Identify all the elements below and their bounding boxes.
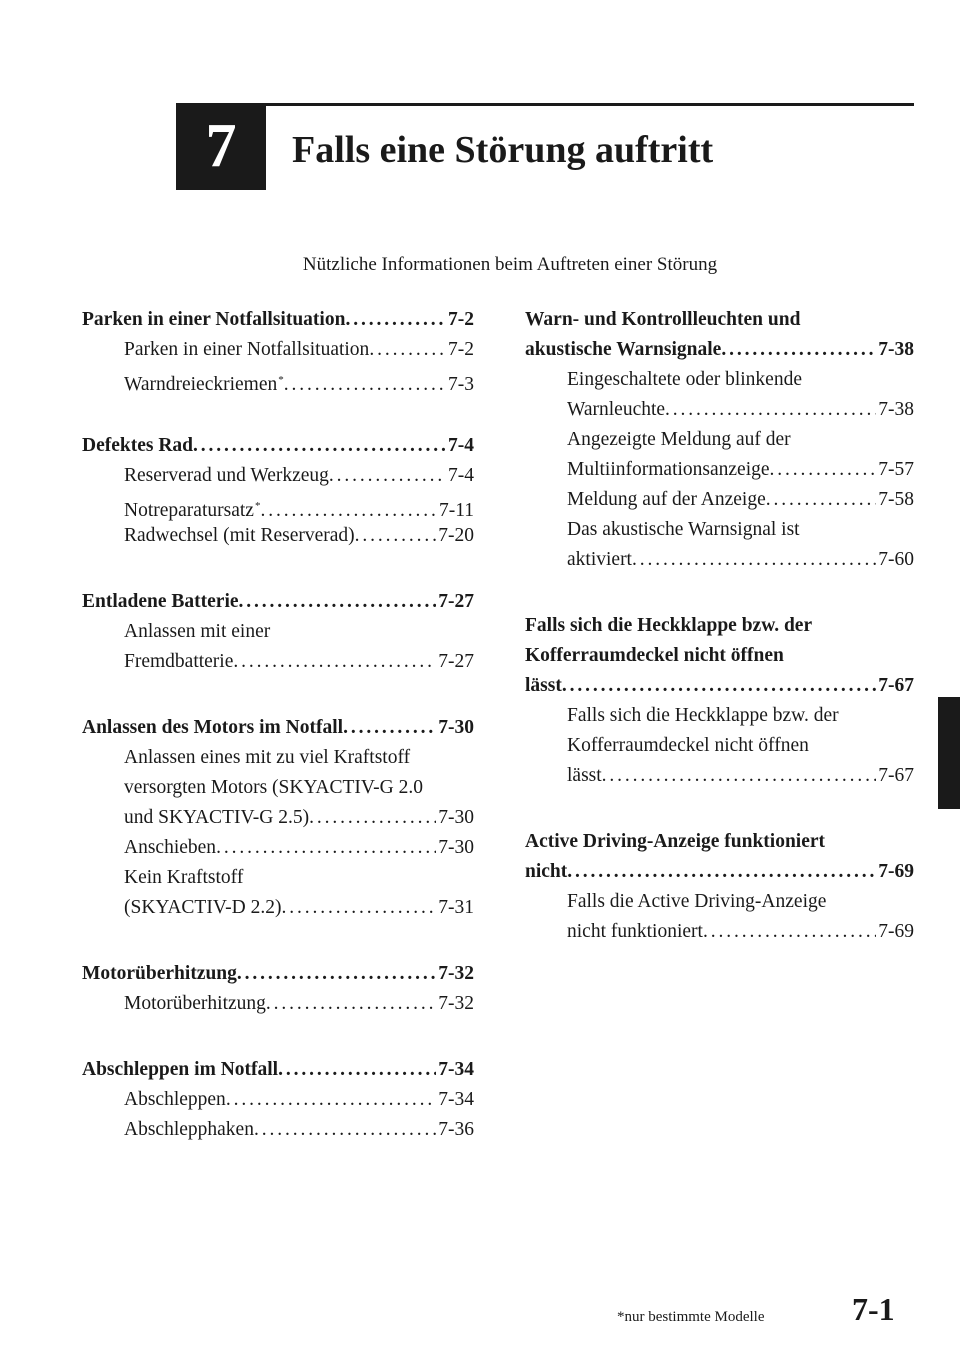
- toc-section-heading[interactable]: Motorüberhitzung . . . 7-32: [82, 959, 474, 989]
- page-ref: 7-67: [878, 765, 914, 786]
- page-ref: 7-58: [878, 489, 914, 510]
- page-ref: 7-32: [438, 993, 474, 1014]
- page-ref: 7-32: [438, 963, 474, 984]
- toc-section-heading[interactable]: Parken in einer Notfallsituation . . . 7-2: [82, 305, 474, 335]
- toc-entry[interactable]: Parken in einer Notfallsituation . . . 7-2: [82, 335, 474, 365]
- toc-section-heading[interactable]: Active Driving-Anzeige funktioniert nicht . . . 7-69: [525, 827, 914, 887]
- page-ref: 7-4: [448, 435, 474, 456]
- toc-entry[interactable]: Kein Kraftstoff (SKYACTIV-D 2.2) . . . 7-31: [82, 863, 474, 923]
- toc-entry[interactable]: Angezeigte Meldung auf der Multiinformationsanzeige . . . 7-57: [525, 425, 914, 485]
- page-ref: 7-27: [438, 591, 474, 612]
- page-ref: 7-34: [438, 1089, 474, 1110]
- toc-section: [82, 1055, 474, 1145]
- toc-section: [525, 611, 914, 791]
- toc-right-column: [525, 305, 914, 983]
- chapter-tab-marker: [938, 697, 960, 809]
- toc-section: [525, 827, 914, 947]
- page-ref: 7-30: [438, 717, 474, 738]
- page-ref: 7-69: [878, 921, 914, 942]
- chapter-title: Falls eine Störung auftritt: [292, 129, 714, 171]
- toc-entry[interactable]: Radwechsel (mit Reserverad) . . . 7-20: [82, 521, 474, 551]
- header-rule: [176, 103, 914, 106]
- toc-section: [82, 713, 474, 923]
- toc-entry[interactable]: Falls die Active Driving-Anzeige nicht funktioniert . . . 7-69: [525, 887, 914, 947]
- toc-entry[interactable]: Notreparatursatz* . . . 7-11: [82, 491, 474, 521]
- toc-entry[interactable]: Motorüberhitzung . . . 7-32: [82, 989, 474, 1019]
- footnote-marker: *: [254, 500, 261, 512]
- toc-section: [82, 431, 474, 551]
- chapter-subtitle: Nützliche Informationen beim Auftreten einer Störung: [302, 254, 718, 275]
- toc-entry[interactable]: Reserverad und Werkzeug . . . 7-4: [82, 461, 474, 491]
- page-ref: 7-2: [448, 339, 474, 360]
- page-ref: 7-31: [438, 897, 474, 918]
- toc-left-column: [82, 305, 474, 1181]
- page-ref: 7-34: [438, 1059, 474, 1080]
- page-number: 7-1: [852, 1291, 895, 1327]
- page-ref: 7-30: [438, 837, 474, 858]
- toc-entry[interactable]: Meldung auf der Anzeige . . . 7-58: [525, 485, 914, 515]
- page-ref: 7-60: [878, 549, 914, 570]
- toc-section-heading[interactable]: Abschleppen im Notfall . . . 7-34: [82, 1055, 474, 1085]
- page-ref: 7-20: [438, 525, 474, 546]
- toc-section-heading[interactable]: Defektes Rad . . . 7-4: [82, 431, 474, 461]
- toc-section: [525, 305, 914, 575]
- toc-section-heading[interactable]: Anlassen des Motors im Notfall . . . 7-30: [82, 713, 474, 743]
- page-ref: 7-4: [448, 465, 474, 486]
- toc-section-heading[interactable]: Warn- und Kontrollleuchten und akustische Warnsignale . . . 7-38: [525, 305, 914, 365]
- page-ref: 7-36: [438, 1119, 474, 1140]
- page-ref: 7-11: [438, 500, 474, 521]
- page-ref: 7-2: [448, 309, 474, 330]
- toc-entry[interactable]: Anlassen eines mit zu viel Kraftstoff versorgten Motors (SKYACTIV-G 2.0 und SKYACTIV-G 2.5) . . . 7-30: [82, 743, 474, 833]
- chapter-number-box: [176, 103, 266, 190]
- toc-entry[interactable]: Abschlepphaken . . . 7-36: [82, 1115, 474, 1145]
- toc-entry[interactable]: Eingeschaltete oder blinkende Warnleuchte . . . 7-38: [525, 365, 914, 425]
- footnote: *nur bestimmte Modelle: [617, 1309, 765, 1325]
- toc-entry[interactable]: Anschieben . . . 7-30: [82, 833, 474, 863]
- page-ref: 7-30: [438, 807, 474, 828]
- toc-section: [82, 305, 474, 395]
- page-ref: 7-57: [878, 459, 914, 480]
- toc-section: [82, 587, 474, 677]
- toc-section-heading[interactable]: Entladene Batterie . . . 7-27: [82, 587, 474, 617]
- toc-entry[interactable]: Anlassen mit einer Fremdbatterie . . . 7-27: [82, 617, 474, 677]
- toc-entry[interactable]: Das akustische Warnsignal ist aktiviert . . . 7-60: [525, 515, 914, 575]
- page-ref: 7-38: [878, 399, 914, 420]
- page-ref: 7-69: [878, 861, 914, 882]
- page-ref: 7-3: [448, 374, 474, 395]
- toc-entry[interactable]: Abschleppen . . . 7-34: [82, 1085, 474, 1115]
- page-ref: 7-67: [878, 675, 914, 696]
- page-ref: 7-27: [438, 651, 474, 672]
- toc-section: [82, 959, 474, 1019]
- footnote-marker: *: [278, 374, 284, 386]
- chapter-number: 7: [205, 112, 237, 180]
- toc-entry[interactable]: Falls sich die Heckklappe bzw. der Kofferraumdeckel nicht öffnen lässt . . . 7-67: [525, 701, 914, 791]
- toc-entry[interactable]: Warndreieckriemen* . . . 7-3: [82, 365, 474, 395]
- toc-section-heading[interactable]: Falls sich die Heckklappe bzw. der Kofferraumdeckel nicht öffnen lässt . . . 7-67: [525, 611, 914, 701]
- page-ref: 7-38: [878, 339, 914, 360]
